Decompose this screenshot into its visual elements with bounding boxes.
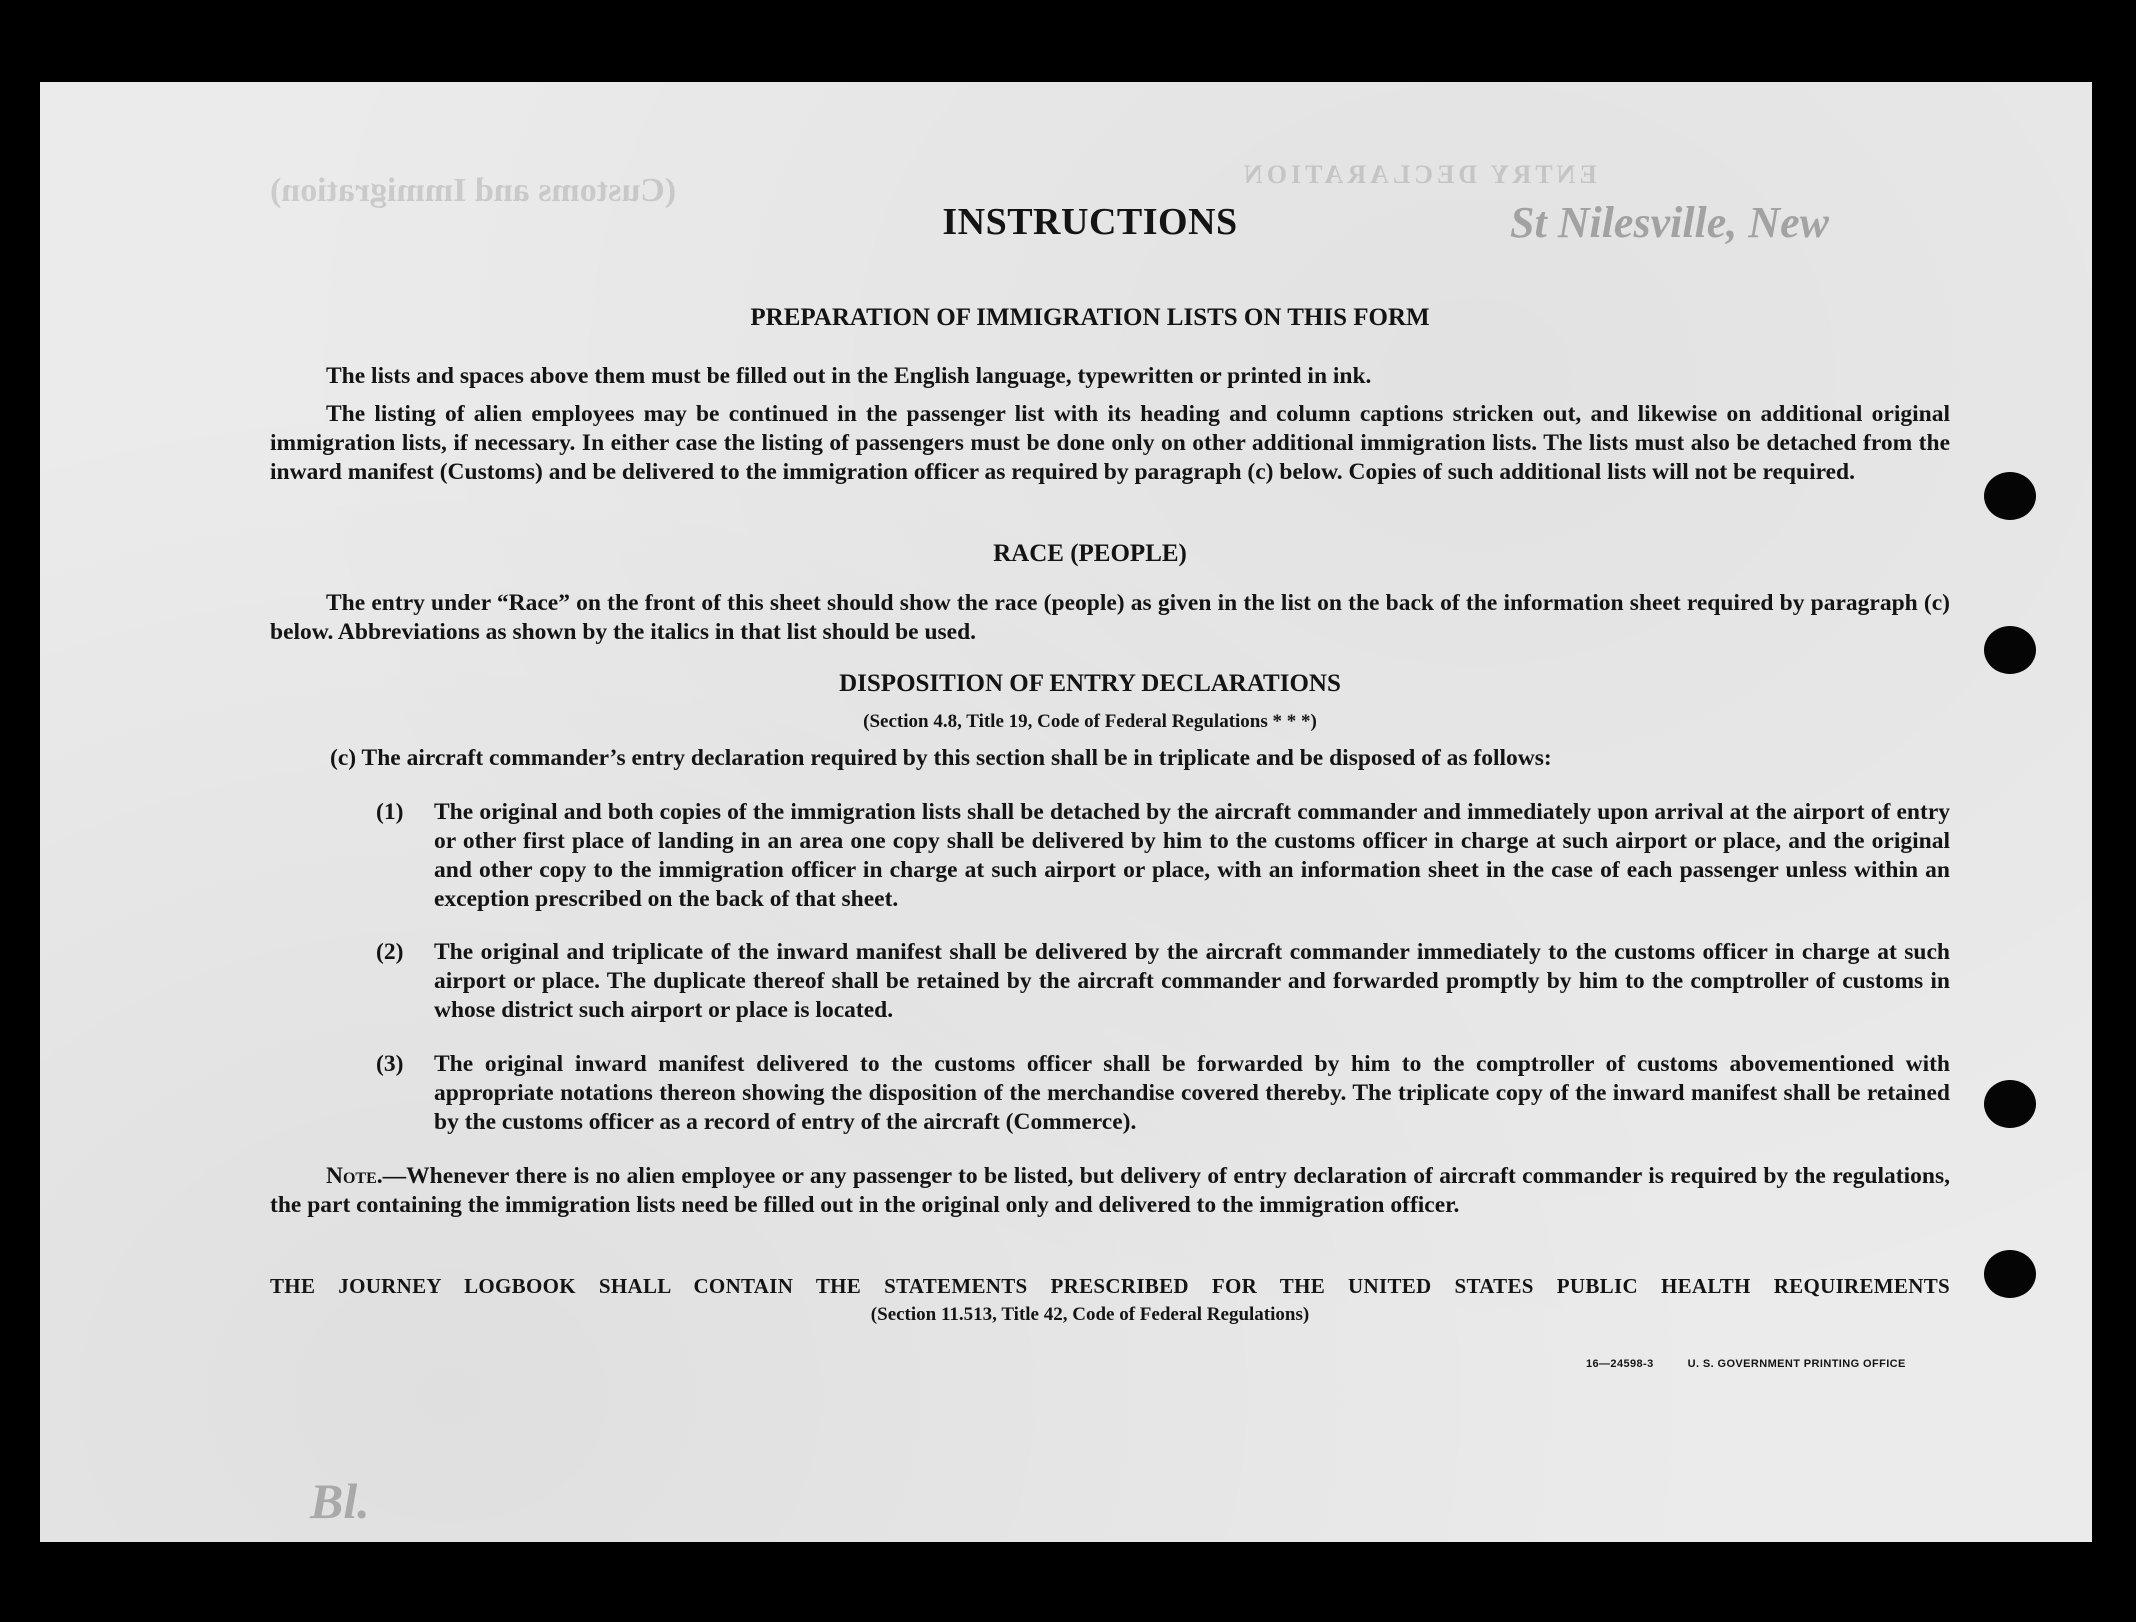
immigration-paragraph-2: The listing of alien employees may be continued in the passenger list with its heading and column captions stricken out, and likewise on additional original immigration lists, if necessary. In either case the listing of passengers must be done only on other additional immigration lists. The lists must also be detached from the inward manifest (Customs) and be delivered to the immigration officer as required by paragraph (c) below. Copies of such additional lists will not be required. (270, 401, 1950, 485)
immigration-paragraph-1: The lists and spaces above them must be filled out in the English language, typewritten or printed in ink. (326, 363, 1372, 389)
disposition-item-1 (376, 798, 1950, 914)
note-text: —Whenever there is no alien employee or any passenger to be listed, but delivery of entry declaration of aircraft commander is required by the regulations, the part containing the immigration lists need be filled out in the original only and delivered to the immigration officer. (270, 1163, 1950, 1218)
paragraph-c-text: The aircraft commander’s entry declaration required by this section shall be in triplicate and be disposed of as follows: (361, 745, 1552, 771)
printer-name: U. S. GOVERNMENT PRINTING OFFICE (1687, 1358, 1906, 1370)
item-text: The original and triplicate of the inward manifest shall be delivered by the aircraft commander immediately to the customs officer in charge at such airport or place. The duplicate thereof shall be retained by the aircraft commander and forwarded promptly by him to the comptroller of customs in whose district such airport or place is located. (434, 939, 1950, 1023)
punch-hole-4 (1984, 1250, 2036, 1298)
logbook-section-reference: (Section 11.513, Title 42, Code of Federal Regulations) (870, 1304, 1310, 1325)
punch-hole-3 (1984, 1080, 2036, 1128)
immigration-lists-heading: PREPARATION OF IMMIGRATION LISTS ON THIS FORM (750, 304, 1430, 331)
bleed-through-handwriting: St Nilesville, New (1510, 198, 1829, 247)
race-paragraph: The entry under “Race” on the front of this sheet should show the race (people) as given in the list on the back of the information sheet required by paragraph (c) below. Abbreviations as shown by the italics in that list should be used. (270, 590, 1950, 645)
paragraph-c-label: (c) (330, 745, 357, 771)
bleed-through-subheading: (Customs and Immigration) (270, 172, 677, 209)
page-title: INSTRUCTIONS (942, 201, 1238, 243)
paragraph-c (330, 744, 1950, 773)
bleed-through-signature: Bl. (310, 1473, 370, 1529)
item-text: The original inward manifest delivered to the customs officer shall be forwarded by him to the comptroller of customs abovementioned with appropriate notations thereon showing the disposition of the merchandise covered thereby. The triplicate copy of the inward manifest shall be retained by the customs officer as a record of entry of the aircraft (Commerce). (434, 1051, 1950, 1135)
disposition-subheading: (Section 4.8, Title 19, Code of Federal Regulations * * *) (863, 711, 1317, 732)
note-label: Note. (326, 1163, 383, 1189)
punch-hole-2 (1984, 626, 2036, 674)
disposition-item-2 (376, 938, 1950, 1025)
bleed-through-heading: ENTRY DECLARATION (1240, 160, 1597, 189)
punch-hole-1 (1984, 472, 2036, 520)
item-text: The original and both copies of the immigration lists shall be detached by the aircraft commander and immediately upon arrival at the airport of entry or other first place of landing in an area one copy shall be delivered by him to the customs officer in charge at such airport or place, and the original and other copy to the immigration officer in charge at such airport or place, with an information sheet in the case of each passenger unless within an exception prescribed on the back of that sheet. (434, 799, 1950, 912)
item-number: (2) (376, 939, 404, 965)
form-number: 16—24598-3 (1586, 1358, 1654, 1370)
printer-imprint (1586, 1358, 1906, 1370)
item-number: (1) (376, 799, 404, 825)
item-number: (3) (376, 1051, 404, 1077)
disposition-heading: DISPOSITION OF ENTRY DECLARATIONS (839, 670, 1341, 697)
note-paragraph (270, 1162, 1950, 1220)
document-page (40, 82, 2092, 1542)
disposition-item-3 (376, 1050, 1950, 1137)
race-heading: RACE (PEOPLE) (993, 540, 1187, 567)
logbook-requirement: THE JOURNEY LOGBOOK SHALL CONTAIN THE STATEMENTS PRESCRIBED FOR THE UNITED STATES PUBLIC HEALTH REQUIREMENTS (270, 1274, 1950, 1298)
